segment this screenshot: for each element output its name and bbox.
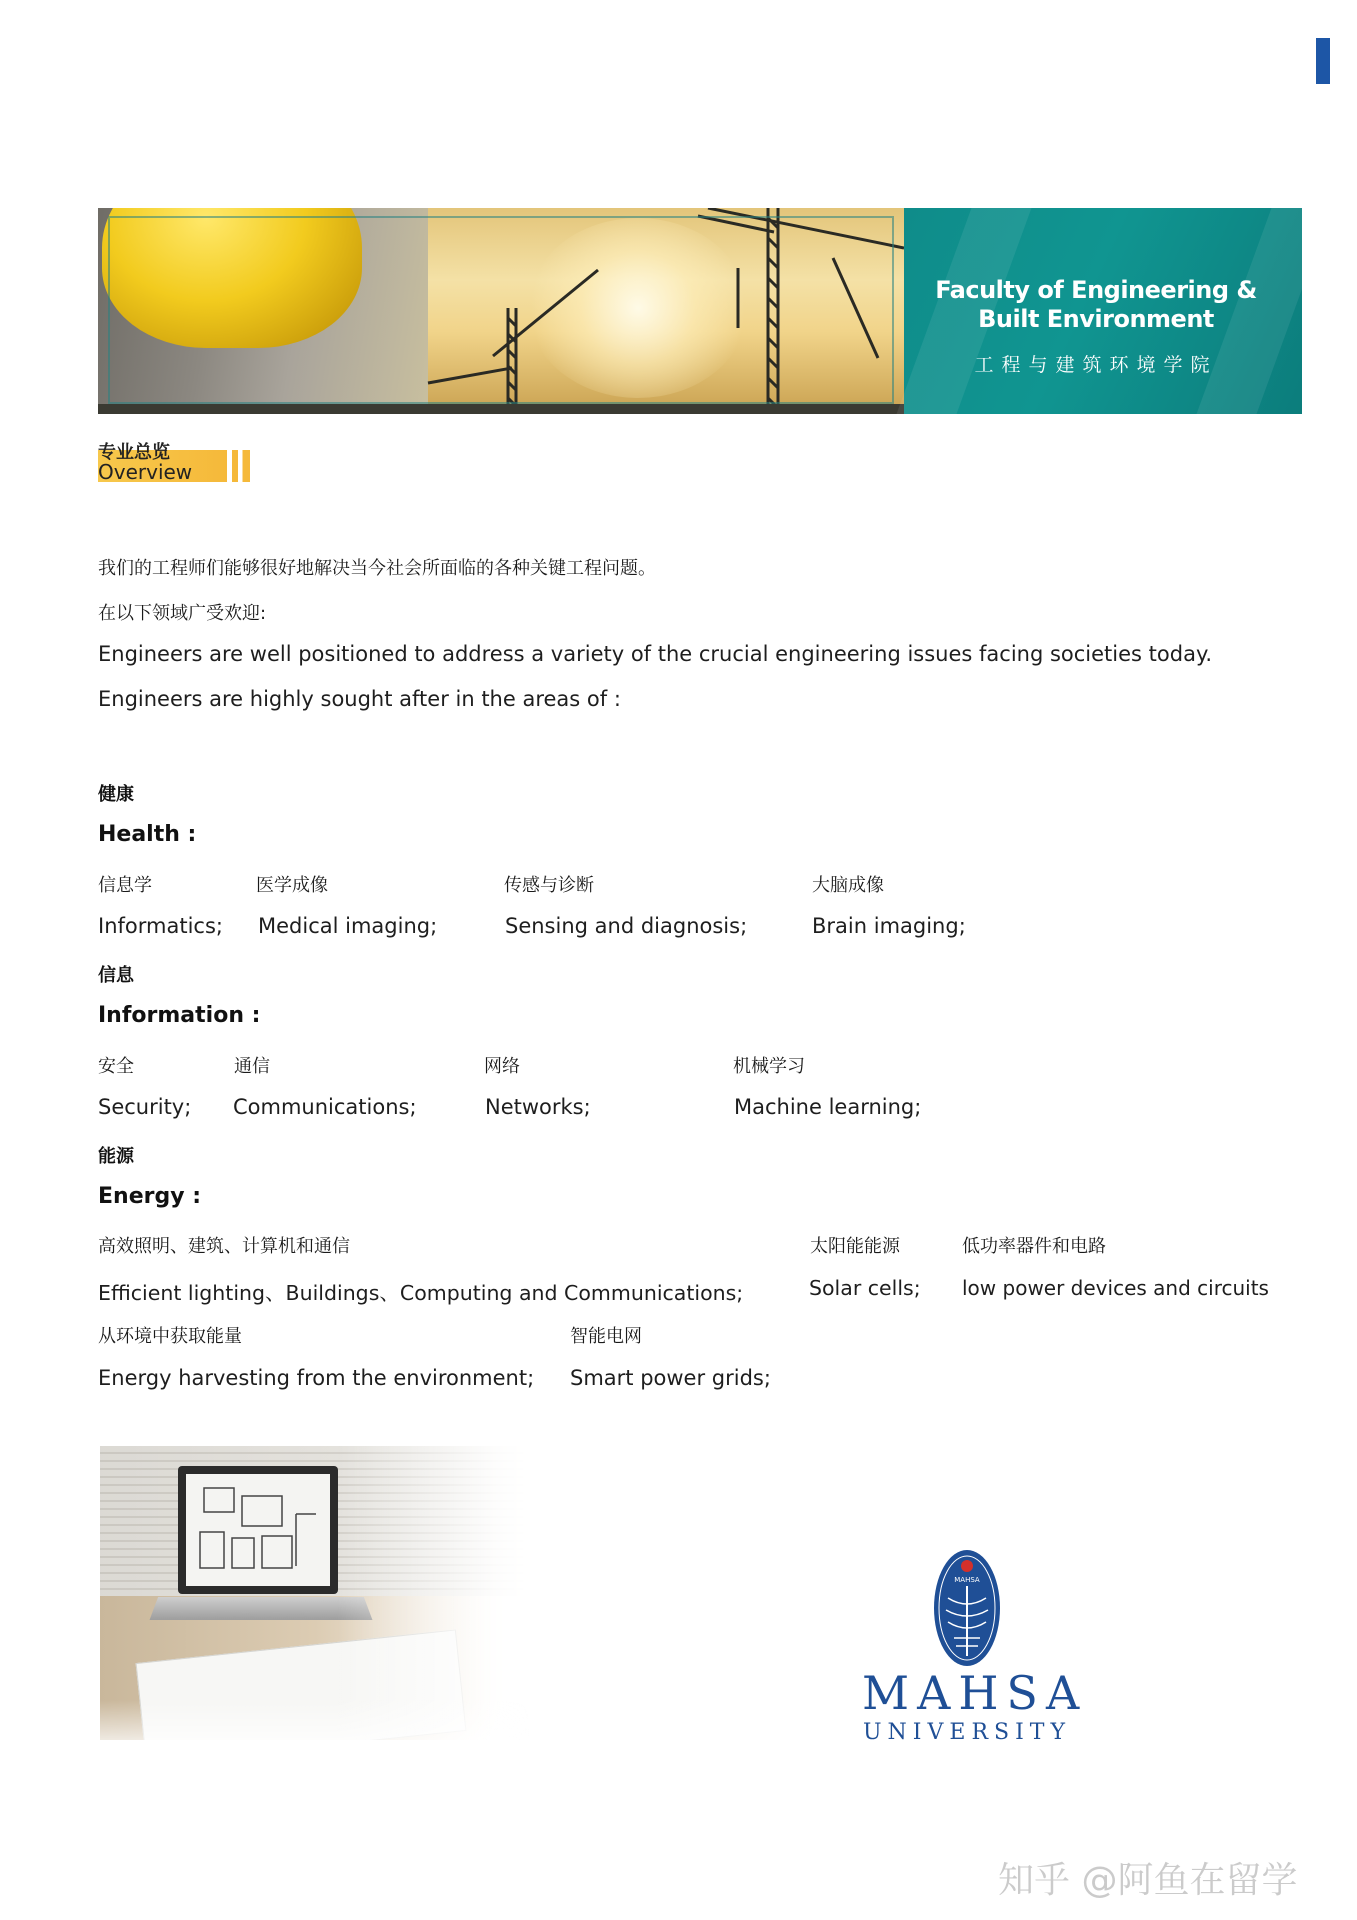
intro-cn-1: 我们的工程师们能够很好地解决当今社会所面临的各种关键工程问题。 [98, 558, 656, 579]
energy-item-en: Solar cells; [809, 1276, 921, 1300]
mahsa-university-logo [862, 1548, 1088, 1748]
zhihu-watermark: 知乎 @阿鱼在留学 [998, 1860, 1298, 1901]
faculty-title-line-2: Built Environment [978, 305, 1214, 333]
construction-photo [98, 208, 904, 414]
information-item-cn: 机械学习 [733, 1056, 805, 1077]
faculty-title [926, 276, 1266, 334]
information-item-en: Networks; [485, 1095, 591, 1119]
university-crest-icon [932, 1548, 1002, 1668]
intro-en-1: Engineers are well positioned to address a variety of the crucial engineering issues facing societies today. [98, 642, 1213, 666]
energy-heading-cn: 能源 [98, 1146, 134, 1167]
health-item-en: Brain imaging; [812, 914, 966, 938]
information-heading-en: Information : [98, 1003, 261, 1028]
faculty-title-line-1: Faculty of Engineering & [935, 276, 1257, 304]
energy-item-cn: 智能电网 [570, 1326, 642, 1347]
information-item-cn: 网络 [484, 1056, 520, 1077]
energy-item-cn: 太阳能能源 [810, 1236, 900, 1257]
health-item-cn: 医学成像 [256, 875, 328, 896]
intro-en-2: Engineers are highly sought after in the areas of : [98, 687, 621, 711]
information-heading-cn: 信息 [98, 965, 134, 986]
university-name: MAHSA [862, 1666, 1088, 1720]
intro-cn-2: 在以下领域广受欢迎: [98, 603, 267, 624]
health-heading-en: Health : [98, 822, 197, 847]
energy-item-en: Smart power grids; [570, 1366, 771, 1390]
overview-section-label [98, 438, 250, 484]
energy-heading-en: Energy : [98, 1184, 202, 1209]
overview-label-cn: 专业总览 [98, 442, 170, 463]
information-item-cn: 通信 [234, 1056, 270, 1077]
health-item-cn: 信息学 [98, 875, 152, 896]
energy-item-cn: 低功率器件和电路 [962, 1236, 1106, 1257]
health-item-en: Medical imaging; [258, 914, 438, 938]
health-item-cn: 传感与诊断 [504, 875, 594, 896]
laptop-blueprint-photo [100, 1446, 530, 1740]
energy-item-en: low power devices and circuits [962, 1276, 1269, 1300]
crest-label: MAHSA [954, 1576, 980, 1584]
information-item-en: Communications; [233, 1095, 417, 1119]
information-item-cn: 安全 [98, 1056, 134, 1077]
health-heading-cn: 健康 [98, 784, 134, 805]
health-item-en: Sensing and diagnosis; [505, 914, 748, 938]
energy-item-en: Energy harvesting from the environment; [98, 1366, 535, 1390]
corner-accent-bar [1316, 38, 1330, 84]
energy-item-cn: 高效照明、建筑、计算机和通信 [98, 1236, 350, 1257]
energy-item-en: Efficient lighting、Buildings、Computing and Communications; [98, 1281, 744, 1305]
information-item-en: Machine learning; [734, 1095, 922, 1119]
energy-item-cn: 从环境中获取能量 [98, 1326, 242, 1347]
health-item-cn: 大脑成像 [812, 875, 884, 896]
faculty-subtitle-cn: 工程与建筑环境学院 [974, 354, 1218, 376]
faculty-banner [98, 208, 1302, 414]
university-sub: UNIVERSITY [863, 1720, 1071, 1745]
overview-label-en: Overview [98, 460, 193, 484]
health-item-en: Informatics; [98, 914, 223, 938]
information-item-en: Security; [98, 1095, 192, 1119]
faculty-title-panel [904, 208, 1302, 414]
